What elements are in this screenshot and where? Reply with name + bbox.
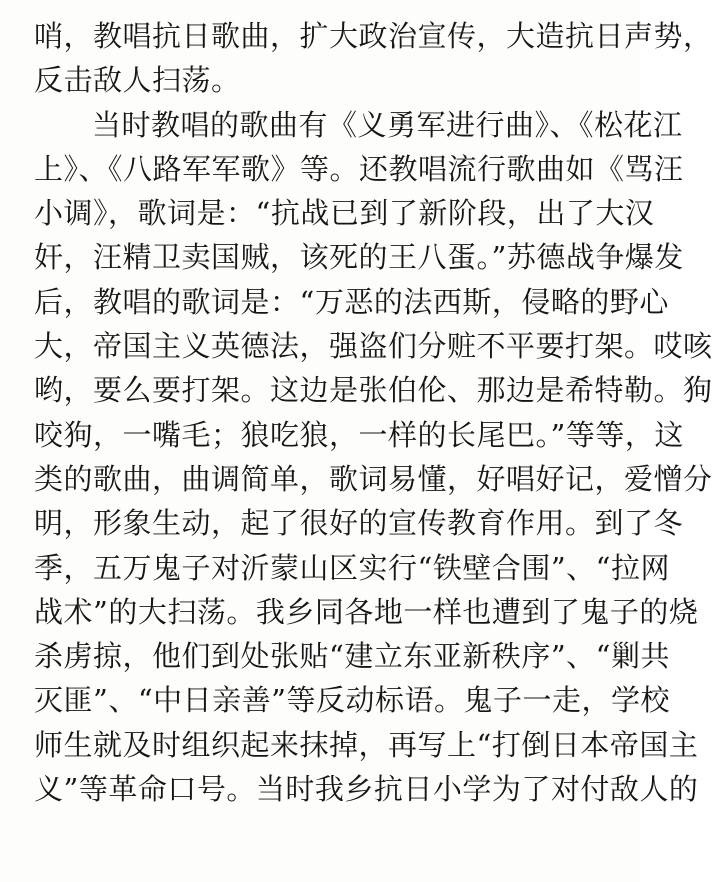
text-line: 奸，汪精卫卖国贼，该死的王八蛋。”苏德战争爆发 [34,240,684,275]
paragraph-first-line: 当时教唱的歌曲有《义勇军进行曲》、《松花江 [92,107,683,142]
text-line: 杀虏掠，他们到处张贴“建立东亚新秩序”、“剿共 [34,639,670,674]
text-line: 师生就及时组织起来抹掉，再写上“打倒日本帝国主 [34,727,699,762]
text-line: 战术”的大扫荡。我乡同各地一样也遭到了鬼子的烧 [34,594,699,629]
text-line: 咬狗，一嘴毛；狼吃狼，一样的长尾巴。”等等，这 [34,417,684,452]
text-line: 反击敌人扫荡。 [34,63,241,98]
text-line: 灭匪”、“中日亲善”等反动标语。鬼子一走，学校 [34,683,670,718]
text-line: 后，教唱的歌词是：“万恶的法西斯，侵略的野心 [34,284,669,319]
body-text [34,14,713,811]
text-line: 季，五万鬼子对沂蒙山区实行“铁壁合围”、“拉网 [34,550,670,585]
text-line: 义”等革命口号。当时我乡抗日小学为了对付敌人的 [34,772,699,807]
text-line: 小调》，歌词是：“抗战已到了新阶段，出了大汉 [34,196,655,231]
text-line: 哟，要么要打架。这边是张伯伦、那边是希特勒。狗 [34,373,713,408]
text-line: 上》、《八路军军歌》等。还教唱流行歌曲如《骂汪 [34,151,684,186]
text-line: 明，形象生动，起了很好的宣传教育作用。到了冬 [34,506,684,541]
text-line: 哨，教唱抗日歌曲，扩大政治宣传，大造抗日声势， [34,19,713,53]
text-line: 类的歌曲，曲调简单，歌词易懂，好唱好记，爱憎分 [34,461,713,496]
text-line: 大，帝国主义英德法，强盗们分赃不平要打架。哎咳 [34,329,713,364]
